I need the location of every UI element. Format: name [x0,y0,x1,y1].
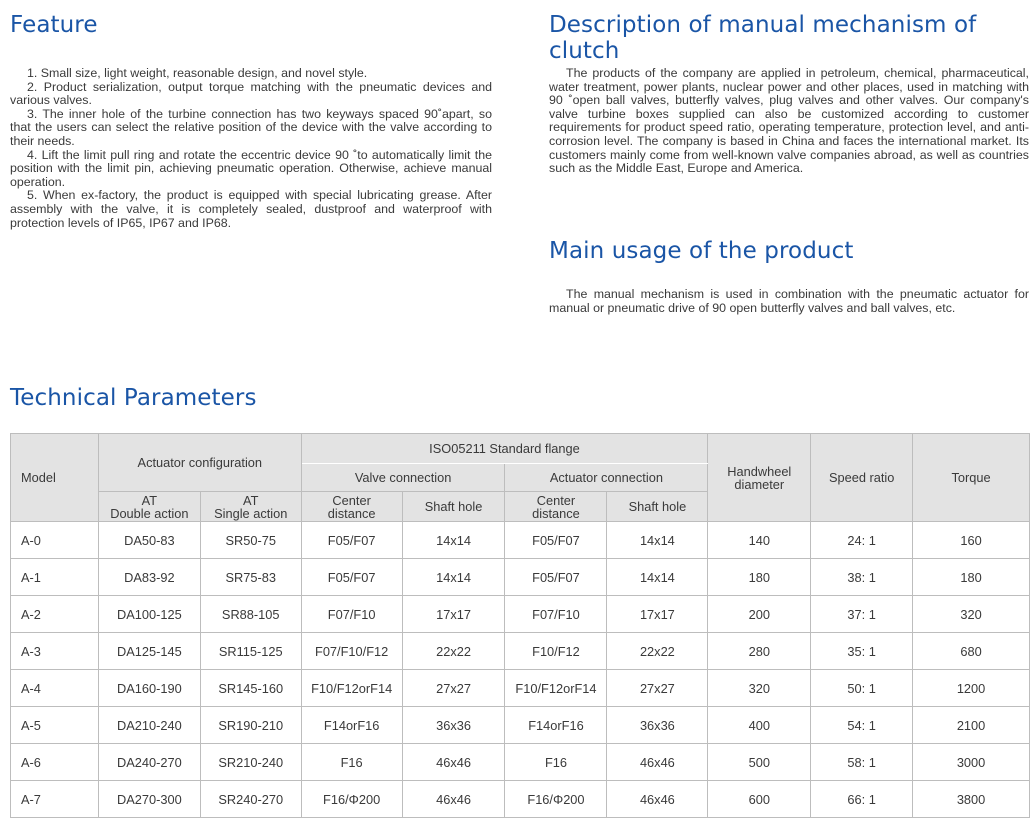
speed-ratio-cell: 38: 1 [811,559,913,596]
speed-ratio-cell: 66: 1 [811,781,913,818]
header-iso-flange: ISO05211 Standard flange [301,434,708,464]
torque-cell: 320 [913,596,1030,633]
header-valve-center-distance [301,492,402,522]
actuator-center-distance-cell: F07/F10 [505,596,607,633]
table-row [11,707,1030,744]
actuator-shaft-hole-cell: 27x27 [607,670,708,707]
torque-cell: 160 [913,522,1030,559]
header-at-label: AT [243,492,259,508]
valve-center-distance-cell: F10/F12orF14 [301,670,402,707]
valve-center-distance-cell: F05/F07 [301,522,402,559]
valve-center-distance-cell: F07/F10/F12 [301,633,402,670]
feature-item: 4. Lift the limit pull ring and rotate the eccentric device 90 ˚to automatically limit the position with the limit pin, achieving pneumatic operation. Otherwise, achieve manual operation. [10,147,492,189]
model-cell: A-7 [11,781,99,818]
torque-cell: 180 [913,559,1030,596]
description-heading: Description of manual mechanism of clutch [549,12,977,64]
header-handwheel-diameter: Handwheel diameter [708,434,811,522]
handwheel-diameter-cell: 180 [708,559,811,596]
feature-item: 1. Small size, light weight, reasonable design, and novel style. [27,66,368,80]
table-row [11,744,1030,781]
double-action-cell: DA125-145 [98,633,200,670]
valve-shaft-hole-cell: 14x14 [402,522,505,559]
feature-item: 2. Product serialization, output torque matching with the pneumatic devices and various valves. [10,79,492,108]
header-actuator-shaft-hole: Shaft hole [607,492,708,522]
handwheel-diameter-cell: 500 [708,744,811,781]
description-paragraph: The products of the company are applied in petroleum, chemical, pharmaceutical, water treatment, power plants, nuclear power and other places, used in matching with 90 ˚open ball valves, butterfly valves, plug valves and other valves. Our company's valve turbine boxes supplied can also be customized according to customer requirements for product speed ratio, operating temperature, protection level, and anti-corrosion level. The company is based in China and faces the international market. Its customers mainly come from well-known valve companies abroad, as well as countries such as the Middle East, Europe and America. [549,66,1029,176]
torque-cell: 3800 [913,781,1030,818]
table-row [11,781,1030,818]
torque-cell: 1200 [913,670,1030,707]
model-cell: A-4 [11,670,99,707]
header-model: Model [11,434,99,522]
actuator-center-distance-cell: F16 [505,744,607,781]
technical-parameters-heading: Technical Parameters [10,385,257,411]
table-row [11,559,1030,596]
valve-shaft-hole-cell: 22x22 [402,633,505,670]
speed-ratio-cell: 50: 1 [811,670,913,707]
header-actuator-center-distance [505,492,607,522]
usage-paragraph: The manual mechanism is used in combination with the pneumatic actuator for manual or pneumatic drive of 90 open butterfly valves and ball valves, etc. [549,287,1029,315]
valve-shaft-hole-cell: 14x14 [402,559,505,596]
table-row [11,670,1030,707]
header-speed-ratio: Speed ratio [811,434,913,522]
header-valve-shaft-hole: Shaft hole [402,492,505,522]
header-distance-label: distance [327,505,376,521]
header-at-single-action [200,492,301,522]
torque-cell: 3000 [913,744,1030,781]
actuator-center-distance-cell: F05/F07 [505,522,607,559]
actuator-shaft-hole-cell: 14x14 [607,559,708,596]
valve-shaft-hole-cell: 36x36 [402,707,505,744]
feature-list [10,67,492,230]
handwheel-diameter-cell: 400 [708,707,811,744]
model-cell: A-6 [11,744,99,781]
header-single-action-label: Single action [214,505,288,521]
single-action-cell: SR145-160 [200,670,301,707]
actuator-shaft-hole-cell: 22x22 [607,633,708,670]
valve-shaft-hole-cell: 27x27 [402,670,505,707]
double-action-cell: DA270-300 [98,781,200,818]
torque-cell: 2100 [913,707,1030,744]
header-distance-label: distance [532,505,580,521]
single-action-cell: SR190-210 [200,707,301,744]
header-torque: Torque [913,434,1030,522]
valve-center-distance-cell: F05/F07 [301,559,402,596]
header-actuator-connection: Actuator connection [505,464,708,492]
actuator-center-distance-cell: F16/Φ200 [505,781,607,818]
header-at-label: AT [141,492,158,508]
header-valve-connection: Valve connection [301,464,505,492]
handwheel-diameter-cell: 600 [708,781,811,818]
actuator-shaft-hole-cell: 14x14 [607,522,708,559]
handwheel-diameter-cell: 200 [708,596,811,633]
valve-center-distance-cell: F07/F10 [301,596,402,633]
double-action-cell: DA240-270 [98,744,200,781]
double-action-cell: DA50-83 [98,522,200,559]
actuator-center-distance-cell: F14orF16 [505,707,607,744]
single-action-cell: SR240-270 [200,781,301,818]
actuator-shaft-hole-cell: 17x17 [607,596,708,633]
model-cell: A-0 [11,522,99,559]
torque-cell: 680 [913,633,1030,670]
usage-text [549,288,1029,315]
header-center-label: Center [536,492,576,508]
valve-center-distance-cell: F14orF16 [301,707,402,744]
header-actuator-configuration: Actuator configuration [98,434,301,492]
header-center-label: Center [332,492,371,508]
description-text [549,67,1029,176]
double-action-cell: DA210-240 [98,707,200,744]
valve-shaft-hole-cell: 17x17 [402,596,505,633]
model-cell: A-5 [11,707,99,744]
single-action-cell: SR50-75 [200,522,301,559]
double-action-cell: DA160-190 [98,670,200,707]
feature-heading: Feature [10,12,98,38]
header-at-double-action [98,492,200,522]
header-double-action-label: Double action [110,505,189,521]
handwheel-diameter-cell: 280 [708,633,811,670]
valve-center-distance-cell: F16/Φ200 [301,781,402,818]
single-action-cell: SR115-125 [200,633,301,670]
handwheel-diameter-cell: 320 [708,670,811,707]
speed-ratio-cell: 54: 1 [811,707,913,744]
table-row [11,596,1030,633]
valve-shaft-hole-cell: 46x46 [402,744,505,781]
table-row [11,633,1030,670]
actuator-center-distance-cell: F05/F07 [505,559,607,596]
speed-ratio-cell: 37: 1 [811,596,913,633]
table-body [11,522,1030,818]
model-cell: A-2 [11,596,99,633]
speed-ratio-cell: 58: 1 [811,744,913,781]
model-cell: A-3 [11,633,99,670]
technical-parameters-table [10,433,1030,818]
usage-heading: Main usage of the product [549,238,854,264]
valve-shaft-hole-cell: 46x46 [402,781,505,818]
handwheel-diameter-cell: 140 [708,522,811,559]
valve-center-distance-cell: F16 [301,744,402,781]
model-cell: A-1 [11,559,99,596]
actuator-shaft-hole-cell: 36x36 [607,707,708,744]
table-row [11,522,1030,559]
single-action-cell: SR88-105 [200,596,301,633]
actuator-center-distance-cell: F10/F12 [505,633,607,670]
actuator-shaft-hole-cell: 46x46 [607,781,708,818]
feature-item: 3. The inner hole of the turbine connection has two keyways spaced 90˚apart, so that the users can select the relative position of the device with the valve according to their needs. [10,106,492,148]
single-action-cell: SR210-240 [200,744,301,781]
actuator-shaft-hole-cell: 46x46 [607,744,708,781]
feature-item: 5. When ex-factory, the product is equipped with special lubricating grease. After assembly with the valve, it is completely sealed, dustproof and waterproof with protection levels of IP65, IP67 and IP68. [10,188,492,230]
actuator-center-distance-cell: F10/F12orF14 [505,670,607,707]
double-action-cell: DA83-92 [98,559,200,596]
single-action-cell: SR75-83 [200,559,301,596]
speed-ratio-cell: 24: 1 [811,522,913,559]
double-action-cell: DA100-125 [98,596,200,633]
speed-ratio-cell: 35: 1 [811,633,913,670]
